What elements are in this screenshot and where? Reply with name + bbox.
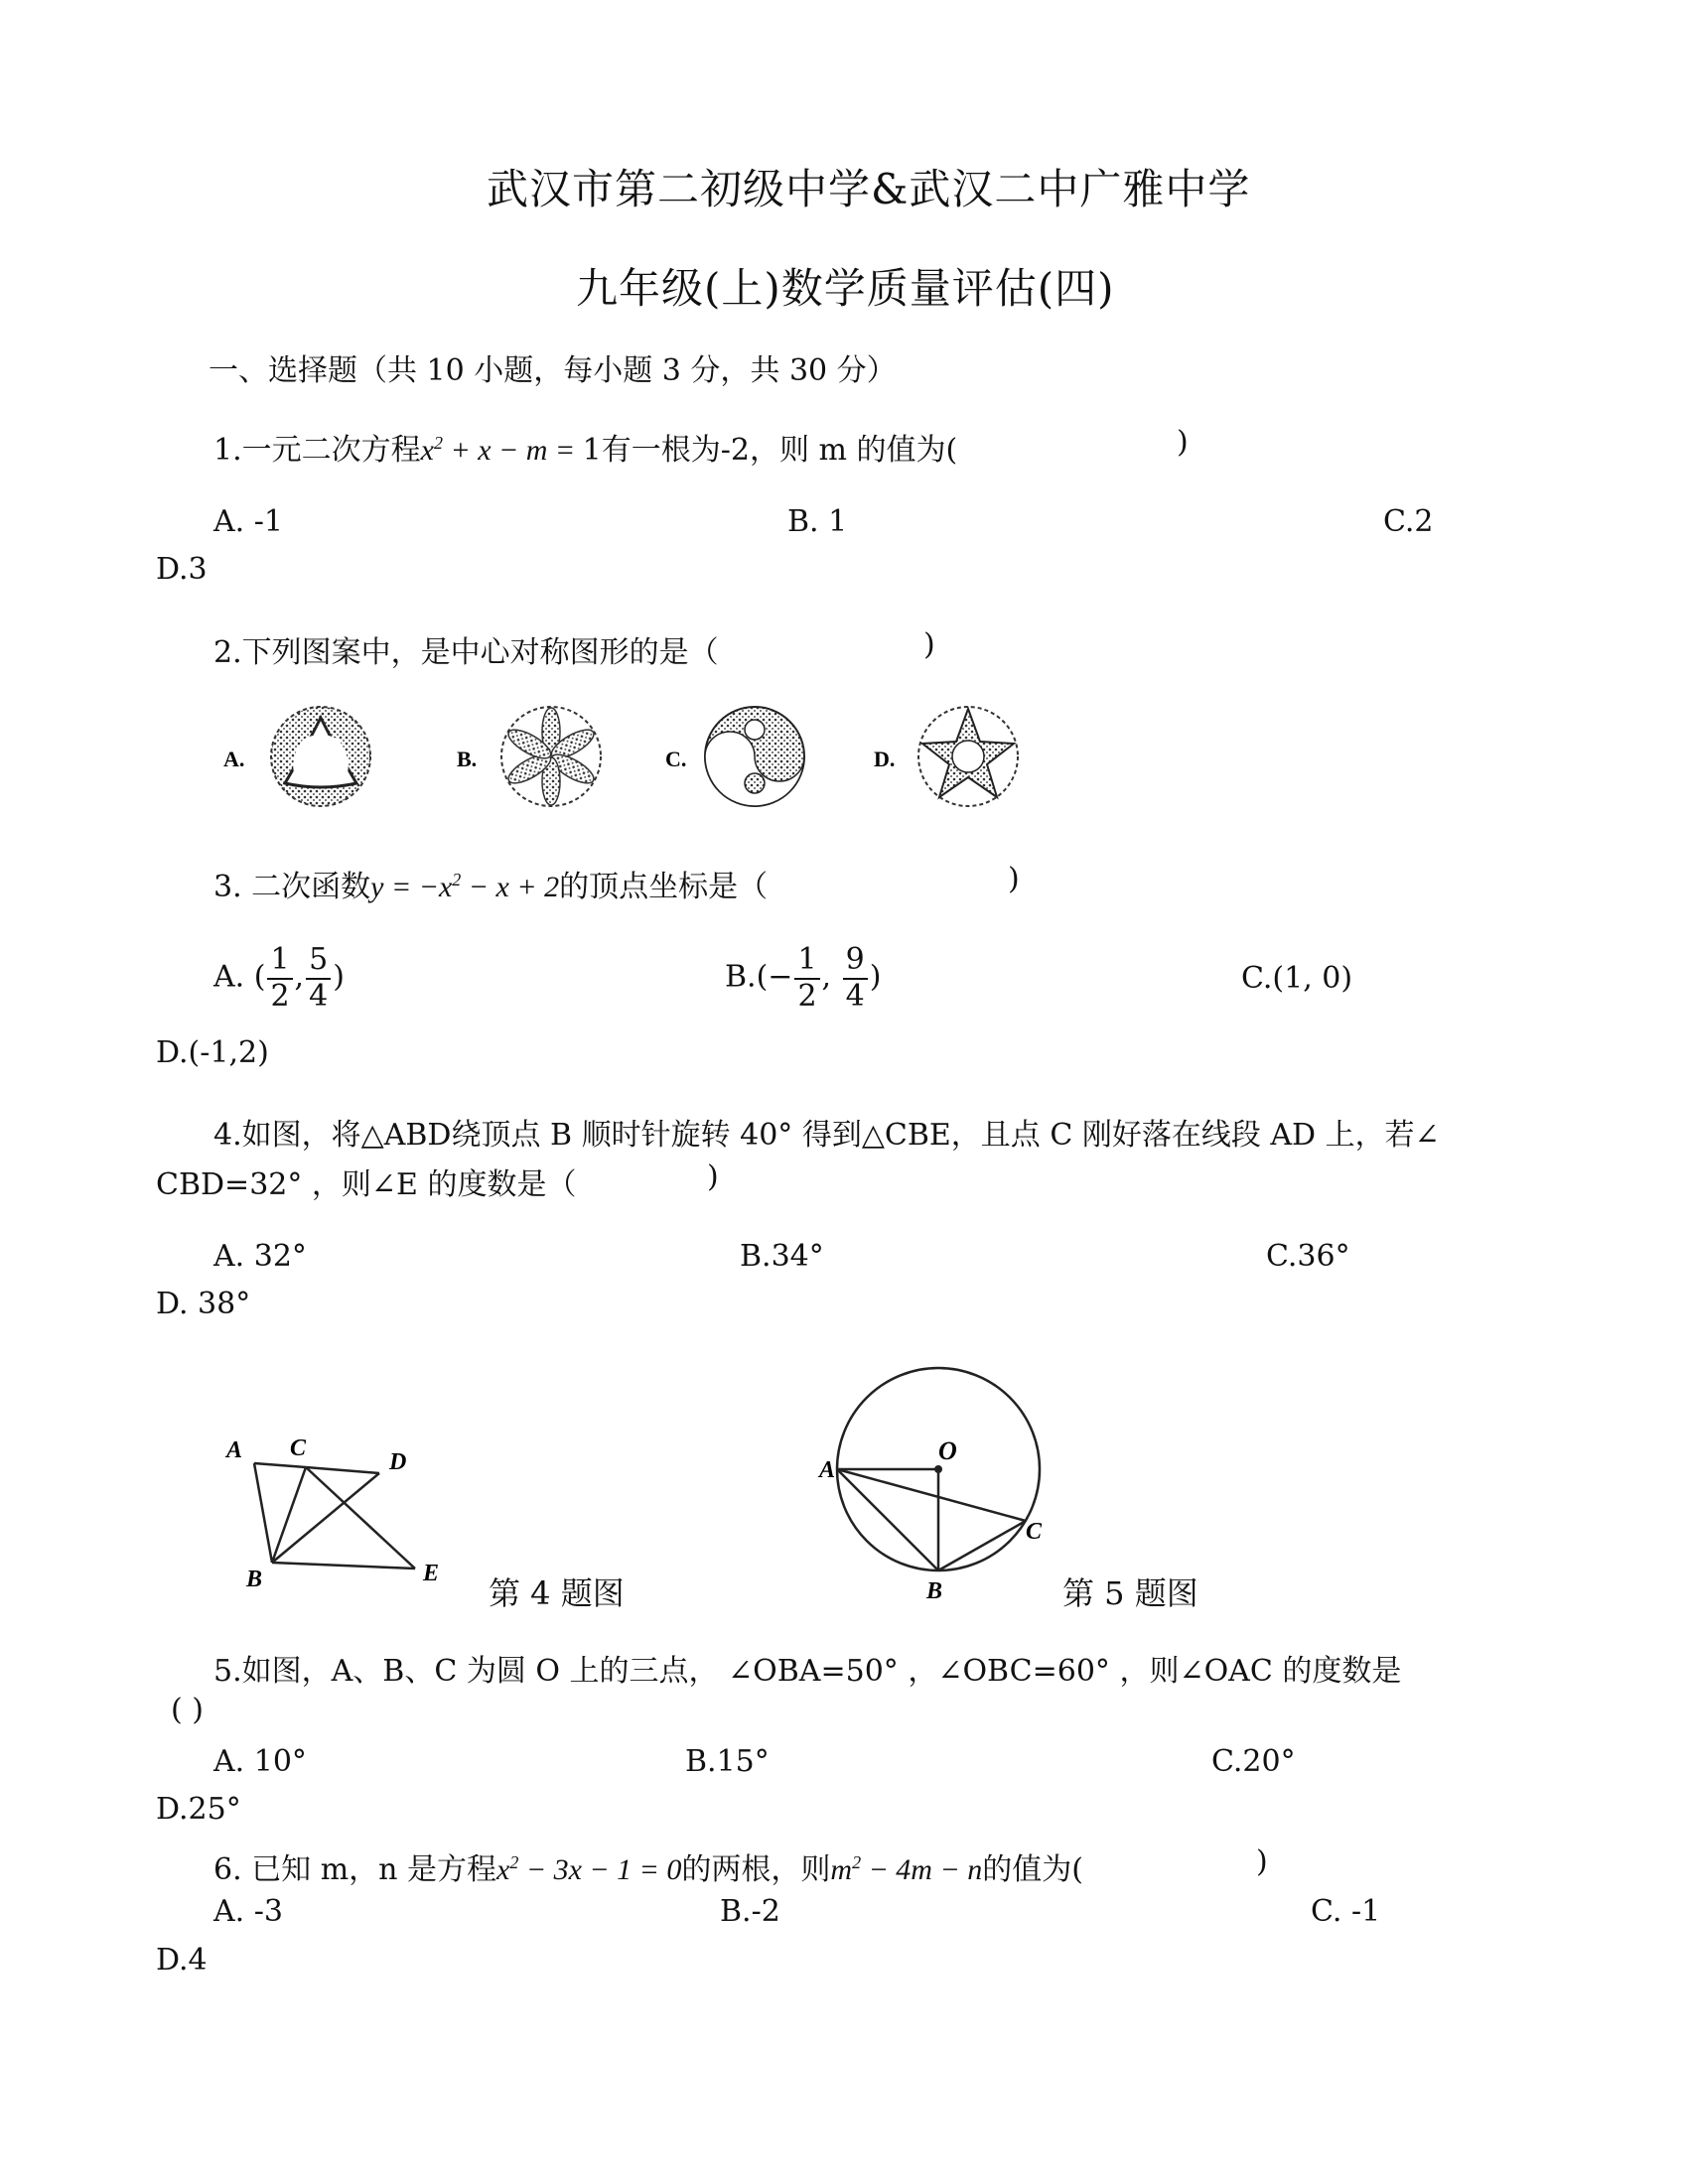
- q5-answer-paren: ( ): [171, 1693, 204, 1727]
- q2-figure-c[interactable]: [665, 707, 804, 806]
- q3-prefix: 3. 二次函数: [213, 870, 371, 904]
- q2-figure-b-label: B.: [457, 747, 478, 771]
- q5-option-c[interactable]: C.20°: [1211, 1744, 1296, 1779]
- q1-option-a[interactable]: A. -1: [213, 504, 283, 539]
- q2-figure-a[interactable]: [223, 707, 370, 806]
- q6-expression: $m^2 - 4m - n$: [830, 1852, 983, 1886]
- question-4-line-1: 4.如图，将△ABD绕顶点 B 顺时针旋转 40° 得到△CBE，且点 C 刚好落在线段 AD 上，若∠: [213, 1118, 1440, 1153]
- question-6-stem: [213, 1844, 1083, 1888]
- q3-option-b-suffix: ): [869, 959, 882, 995]
- q5-option-a[interactable]: A. 10°: [213, 1744, 307, 1779]
- q3-option-a[interactable]: A. ( $\frac{1}{2}$ , $\frac{5}{4}$ ): [213, 942, 345, 1014]
- q6-close-paren: ): [1256, 1844, 1268, 1879]
- q1-prefix: 1.一元二次方程: [213, 433, 421, 468]
- q3-option-a-prefix: A. (: [213, 959, 266, 995]
- title-line-2: 九年级(上)数学质量评估(四): [576, 264, 1115, 313]
- title-line-1: 武汉市第二初级中学&武汉二中广雅中学: [487, 165, 1251, 213]
- q6-option-d[interactable]: D.4: [156, 1943, 208, 1978]
- q3-suffix: 的顶点坐标是（: [559, 870, 769, 904]
- question-1-stem: [213, 425, 957, 469]
- q2-figure-d[interactable]: [874, 707, 1018, 806]
- question-2-stem: 2.下列图案中，是中心对称图形的是（: [213, 635, 719, 670]
- q2-figure-d-label: D.: [874, 747, 896, 771]
- q3-a-frac-2: $\frac{5}{4}$: [306, 943, 331, 1014]
- q3-function: $y = -x^2 - x + 2$: [370, 870, 560, 903]
- q5-point-o: O: [938, 1436, 957, 1465]
- q2-figures: [213, 700, 1038, 809]
- q3-close-paren: ): [1008, 862, 1020, 896]
- q3-b-frac-2: $\frac{9}{4}$: [843, 943, 868, 1014]
- q6-option-b[interactable]: B.-2: [720, 1894, 780, 1929]
- q3-option-d[interactable]: D.(-1,2): [156, 1035, 269, 1070]
- q5-figure-caption: 第 5 题图: [1062, 1574, 1198, 1612]
- q5-option-d[interactable]: D.25°: [156, 1792, 241, 1827]
- q1-option-b[interactable]: B. 1: [787, 504, 848, 539]
- q1-suffix: 有一根为-2，则 m 的值为(: [601, 433, 958, 468]
- q4-option-d[interactable]: D. 38°: [156, 1287, 251, 1321]
- q4-point-d: D: [389, 1449, 407, 1475]
- q3-option-b-prefix: B.(: [725, 959, 769, 995]
- q5-figure: [809, 1360, 1067, 1608]
- q4-figure: [218, 1430, 457, 1588]
- q4-point-b: B: [246, 1567, 263, 1588]
- q3-option-c[interactable]: C.(1, 0): [1241, 961, 1353, 996]
- q3-option-b[interactable]: B.(− $\frac{1}{2}$ , $\frac{9}{4}$ ): [725, 942, 882, 1014]
- question-3-stem: [213, 862, 768, 905]
- q5-option-b[interactable]: B.15°: [685, 1744, 770, 1779]
- q4-option-a[interactable]: A. 32°: [213, 1239, 307, 1274]
- section-heading: 一、选择题（共 10 小题，每小题 3 分，共 30 分）: [209, 353, 897, 388]
- q2-figure-c-label: C.: [665, 747, 687, 771]
- q4-option-c[interactable]: C.36°: [1266, 1239, 1350, 1274]
- question-5-stem: 5.如图，A、B、C 为圆 O 上的三点， ∠OBA=50° ，∠OBC=60° ，则∠OAC 的度数是: [213, 1654, 1402, 1689]
- q4-point-a: A: [226, 1437, 243, 1463]
- question-4-line-2: CBD=32° ，则∠E 的度数是（: [156, 1167, 577, 1202]
- q6-prefix: 6. 已知 m，n 是方程: [213, 1852, 496, 1887]
- q2-figure-b[interactable]: [457, 707, 601, 806]
- q5-point-a: A: [819, 1457, 836, 1483]
- q6-option-a[interactable]: A. -3: [213, 1894, 283, 1929]
- q5-point-b: B: [926, 1578, 943, 1604]
- q4-option-b[interactable]: B.34°: [740, 1239, 824, 1274]
- q1-equation-rhs: 1: [582, 433, 602, 468]
- q6-option-c[interactable]: C. -1: [1311, 1894, 1381, 1929]
- q6-middle: 的两根，则: [681, 1852, 831, 1887]
- q6-suffix: 的值为(: [982, 1852, 1083, 1887]
- q4-point-c: C: [290, 1435, 307, 1461]
- q2-figure-a-label: A.: [223, 747, 245, 771]
- q1-close-paren: ): [1177, 425, 1189, 460]
- q1-option-d[interactable]: D.3: [156, 552, 208, 587]
- q4-figure-caption: 第 4 题图: [489, 1574, 625, 1612]
- q4-point-e: E: [423, 1561, 440, 1586]
- q2-close-paren: ): [923, 627, 935, 662]
- q3-b-frac-1: $\frac{1}{2}$: [794, 943, 819, 1014]
- q3-option-a-suffix: ): [333, 959, 345, 995]
- q3-a-frac-1: $\frac{1}{2}$: [267, 943, 292, 1014]
- q1-equation: $x^2 + x - m$ =: [420, 433, 583, 467]
- q5-point-c: C: [1026, 1519, 1043, 1545]
- q1-option-c[interactable]: C.2: [1383, 504, 1434, 539]
- q4-close-paren: ): [707, 1160, 719, 1194]
- q6-equation: $x^2 - 3x - 1 = 0$: [496, 1852, 682, 1886]
